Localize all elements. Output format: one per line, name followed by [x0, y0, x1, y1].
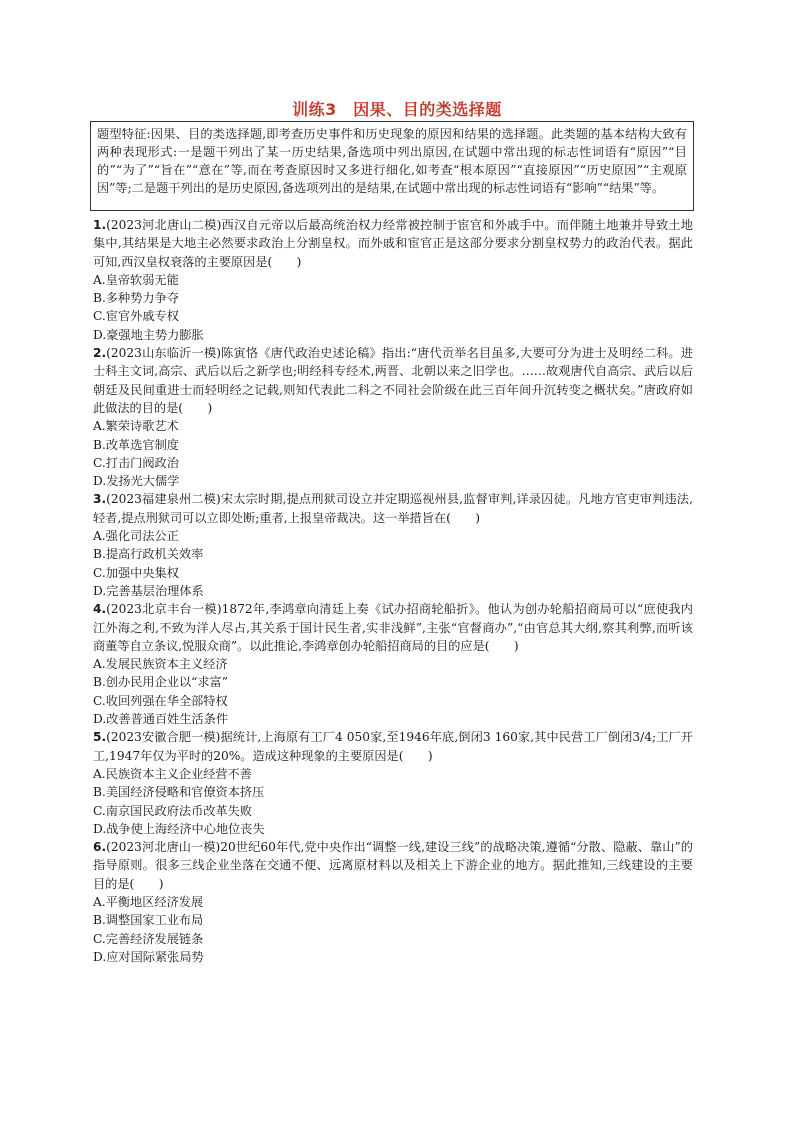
question-list	[93, 216, 693, 966]
intro-box: 题型特征:因果、目的类选择题,即考查历史事件和历史现象的原因和结果的选择题。此类题的基本结构大致有两种表现形式:一是题干列出了某一历史结果,备选项中列出原因,在试题中常出现的标志性词语有“原因”“目的”“为了”“旨在”“意在”等,而在考查原因时又多进行细化,如考查“根本原因”“直接原因”“历史原因”“主观原因”等;二是题干列出的是历史原因,备选项列出的是结果,在试题中常出现的标志性词语有“影响”“结果”等。	[90, 121, 694, 211]
option-c[interactable]: C.收回列强在华全部特权	[93, 693, 228, 708]
question-text: (2023福建泉州二模)宋太宗时期,提点刑狱司设立并定期巡视州县,监督审判,详录囚徒。凡地方官吏审判违法,轻者,提点刑狱司可以立即处断;重者,上报皇帝裁决。这一举措旨在( )	[93, 492, 693, 525]
question-stem	[93, 600, 693, 655]
question-3	[93, 490, 693, 600]
option-b[interactable]: B.美国经济侵略和官僚资本挤压	[93, 785, 265, 800]
question-text: (2023安徽合肥一模)据统计,上海原有工厂4 050家,至1946年底,倒闭3 160家,其中民营工厂倒闭3/4;工厂开工,1947年仅为平时的20%。造成这种现象的主要原因是( )	[93, 730, 693, 763]
option-c[interactable]: C.南京国民政府法币改革失败	[93, 803, 253, 818]
question-4	[93, 600, 693, 728]
question-5	[93, 728, 693, 838]
option-a[interactable]: A.发展民族资本主义经济	[93, 657, 228, 672]
option-d[interactable]: D.改善普通百姓生活条件	[93, 712, 229, 727]
question-stem	[93, 728, 693, 765]
page-title: 训练3 因果、目的类选择题	[292, 100, 502, 119]
option-a[interactable]: A.强化司法公正	[93, 529, 179, 544]
option-a[interactable]: A.民族资本主义企业经营不善	[93, 766, 252, 781]
option-d[interactable]: D.发扬光大儒学	[93, 474, 180, 489]
question-stem	[93, 216, 693, 271]
option-a[interactable]: A.繁荣诗歌艺术	[93, 419, 179, 434]
question-6	[93, 838, 693, 966]
option-b[interactable]: B.提高行政机关效率	[93, 547, 204, 562]
question-number: 5.	[93, 730, 107, 745]
option-c[interactable]: C.完善经济发展链条	[93, 931, 204, 946]
option-d[interactable]: D.完善基层治理体系	[93, 583, 204, 598]
option-b[interactable]: B.调整国家工业布局	[93, 913, 204, 928]
question-text: (2023北京丰台一模)1872年,李鸿章向清廷上奏《试办招商轮船折》。他认为创办轮船招商局可以“庶使我内江外海之利,不致为洋人尽占,其关系于国计民生者,实非浅鲜”,主张“官督商办”,“由官总其大纲,察其利弊,而听该商董等自立条议,悦服众商”。以此推论,李鸿章创办轮船招商局的目的应是( )	[93, 602, 693, 653]
question-2	[93, 344, 693, 490]
question-number: 4.	[93, 602, 107, 617]
question-text: (2023河北唐山一模)20世纪60年代,党中央作出“调整一线,建设三线”的战略决策,遵循“分散、隐蔽、靠山”的指导原则。很多三线企业坐落在交通不便、远离原材料以及相关上下游企业的地方。据此推知,三线建设的主要目的是( )	[93, 840, 693, 891]
question-number: 2.	[93, 346, 107, 361]
option-d[interactable]: D.战争使上海经济中心地位丧失	[93, 821, 265, 836]
question-number: 1.	[93, 218, 107, 232]
question-number: 3.	[93, 492, 107, 507]
option-a[interactable]: A.皇帝软弱无能	[93, 272, 179, 287]
option-c[interactable]: C.宦官外戚专权	[93, 309, 179, 324]
question-1	[93, 216, 693, 344]
option-d[interactable]: D.应对国际紧张局势	[93, 949, 204, 964]
option-b[interactable]: B.创办民用企业以“求富”	[93, 675, 228, 690]
question-text: (2023山东临沂一模)陈寅恪《唐代政治史述论稿》指出:“唐代贡举名目虽多,大要可分为进士及明经二科。进士科主文词,高宗、武后以后之新学也;明经科专经术,两晋、北朝以来之旧学也。……故观唐代自高宗、武后以后朝廷及民间重进士而轻明经之记载,则知代表此二科之不同社会阶级在此三百年间升沉转变之概状矣。”唐政府如此做法的目的是( )	[93, 346, 693, 415]
question-text: (2023河北唐山二模)西汉自元帝以后最高统治权力经常被控制于宦官和外戚手中。而伴随土地兼并导致土地集中,其结果是大地主必然要求政治上分割皇权。而外戚和宦官正是这部分要求分割皇权势力的政治代表。据此可知,西汉皇权衰落的主要原因是( )	[93, 218, 693, 269]
question-number: 6.	[93, 840, 107, 855]
option-d[interactable]: D.豪强地主势力膨胀	[93, 327, 204, 342]
option-c[interactable]: C.打击门阀政治	[93, 455, 179, 470]
question-stem	[93, 344, 693, 417]
option-b[interactable]: B.多种势力争夺	[93, 291, 179, 306]
option-a[interactable]: A.平衡地区经济发展	[93, 894, 204, 909]
question-stem	[93, 838, 693, 893]
option-b[interactable]: B.改革选官制度	[93, 437, 179, 452]
question-stem	[93, 490, 693, 527]
option-c[interactable]: C.加强中央集权	[93, 565, 179, 580]
